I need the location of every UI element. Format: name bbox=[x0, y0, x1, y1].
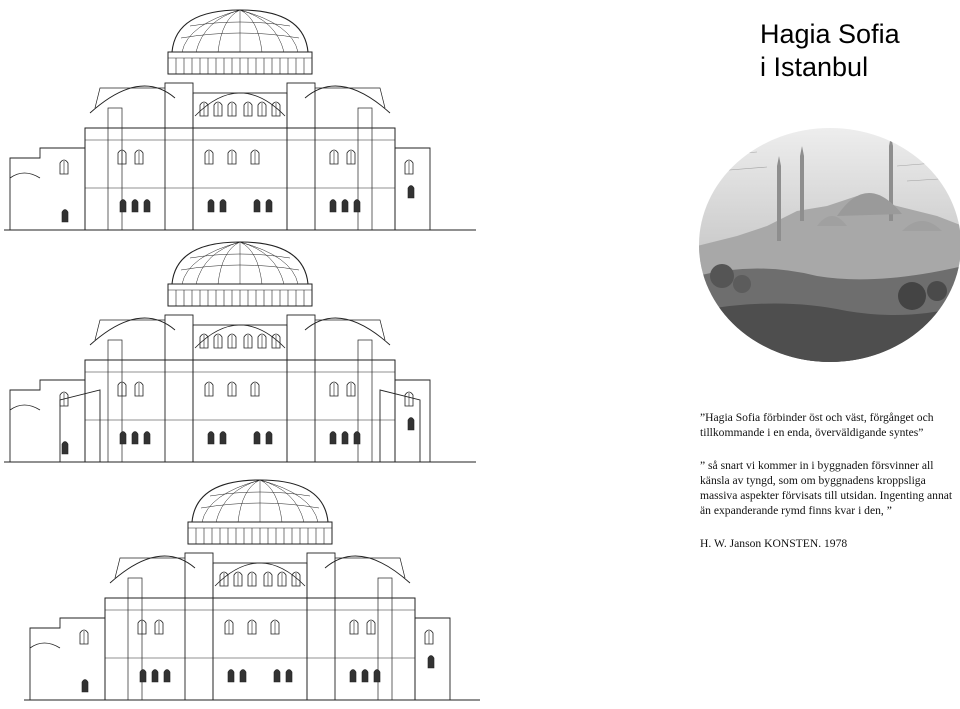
elevation-drawing-1 bbox=[0, 8, 480, 233]
elevation-drawing-3 bbox=[0, 478, 480, 703]
elevation-drawing-2 bbox=[0, 240, 480, 465]
title-line-2: i Istanbul bbox=[760, 52, 869, 82]
page-title bbox=[760, 18, 950, 84]
hagia-sophia-engraving bbox=[697, 126, 960, 364]
quote-1: ”Hagia Sofia förbinder öst och väst, förgånget och tillkommande i en enda, överväldigande syntes” bbox=[700, 411, 934, 439]
citation: H. W. Janson KONSTEN. 1978 bbox=[700, 537, 848, 550]
quote-2: ” så snart vi kommer in i byggnaden försvinner all känsla av tyngd, som om byggnadens kroppsliga massiva aspekter förvisats till utsidan. Ingenting annat än expanderande rymd finns kvar i den, ” bbox=[700, 459, 953, 517]
title-line-1: Hagia Sofia bbox=[760, 19, 900, 49]
